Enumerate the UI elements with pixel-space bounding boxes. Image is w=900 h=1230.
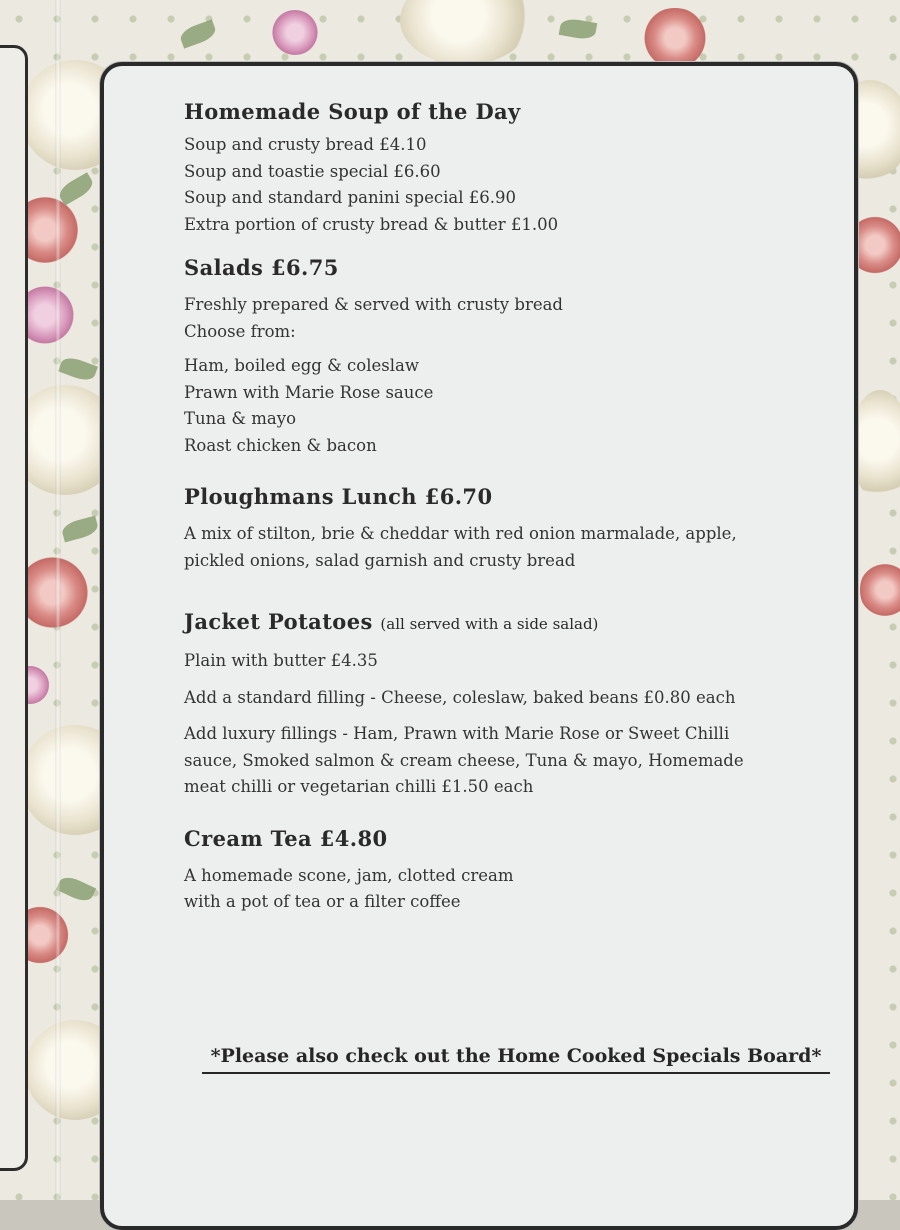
menu-description: A homemade scone, jam, clotted cream (184, 865, 514, 885)
menu-item: Add luxury fillings - Ham, Prawn with Marie Rose or Sweet Chilli (184, 724, 730, 743)
section-heading-ploughmans: Ploughmans Lunch £6.70 (184, 484, 493, 509)
menu-description: with a pot of tea or a filter coffee (184, 892, 461, 911)
section-intro: Choose from: (184, 321, 296, 341)
section-heading-salads: Salads £6.75 (184, 255, 339, 280)
menu-item: meat chilli or vegetarian chilli £1.50 each (184, 777, 534, 796)
page-fold (55, 0, 61, 1200)
menu-item: Soup and toastie special £6.60 (184, 161, 441, 181)
section-heading-note: (all served with a side salad) (380, 615, 599, 633)
menu-item: Prawn with Marie Rose sauce (184, 382, 434, 402)
specials-board-note: *Please also check out the Home Cooked Specials Board* (202, 1042, 830, 1074)
menu-item: Plain with butter £4.35 (184, 651, 378, 670)
menu-item: Extra portion of crusty bread & butter £1.00 (184, 214, 559, 234)
menu-card (100, 62, 858, 1230)
menu-item: sauce, Smoked salmon & cream cheese, Tuna & mayo, Homemade (184, 750, 744, 770)
menu-item: Ham, boiled egg & coleslaw (184, 356, 419, 375)
section-heading-cream-tea: Cream Tea £4.80 (184, 825, 388, 851)
menu-item: Tuna & mayo (184, 409, 297, 428)
section-heading-text: Jacket Potatoes (184, 609, 373, 634)
menu-content (184, 98, 824, 916)
menu-description: pickled onions, salad garnish and crusty bread (184, 550, 576, 570)
menu-item: Soup and crusty bread £4.10 (184, 135, 427, 154)
menu-description: A mix of stilton, brie & cheddar with red onion marmalade, apple, (184, 524, 737, 543)
pink-rose-decoration (640, 8, 710, 68)
menu-item: Add a standard filling - Cheese, coleslaw, baked beans £0.80 each (184, 687, 736, 707)
section-heading-jacket-potatoes (184, 608, 824, 638)
left-page-edge (0, 45, 28, 1171)
section-intro: Freshly prepared & served with crusty bread (184, 295, 563, 314)
menu-item: Soup and standard panini special £6.90 (184, 188, 516, 207)
section-heading-soup: Homemade Soup of the Day (184, 99, 521, 124)
menu-item: Roast chicken & bacon (184, 435, 377, 455)
mauve-rose-decoration (270, 10, 320, 55)
